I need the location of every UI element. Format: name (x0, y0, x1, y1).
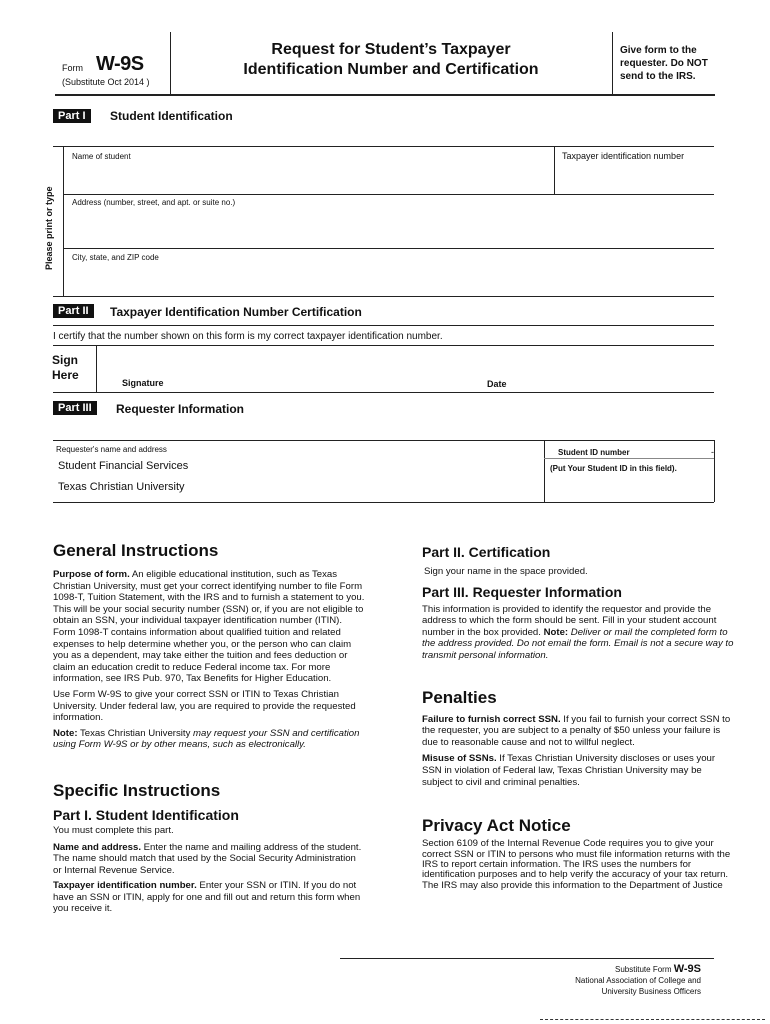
right-instructions (422, 544, 734, 891)
part2-label: Part II (53, 304, 94, 318)
specific-instructions-heading: Specific Instructions (53, 780, 221, 800)
footer-org-line2: University Business Officers (601, 987, 701, 996)
form-title (170, 40, 612, 80)
city-label: City, state, and ZIP code (72, 253, 159, 262)
footer-form-number: W-9S (673, 963, 701, 975)
part3-note-lead: Note: (543, 626, 569, 638)
signature-label: Signature (122, 378, 164, 388)
penalties-heading: Penalties (422, 687, 497, 707)
purpose-text: An eligible educational institution, such as Texas Christian University, must get your correct identifying number to file Form 1098-T, Tuition Statement, with the IRS and to furnish a statement to you. This will be your social security number (SSN) or, if you are not eligible to obtain an SSN, your individual taxpayer identification number (ITIN). Form 1098-T contains information about qualified tuition and related expenses to help determine whether you, or the person who can claim you as a dependent, may take either the tuition and fees deduction or claim an education credit to reduce Federal income tax. For more information, see IRS Pub. 970, Tax Benefits for Higher Education. (53, 569, 365, 685)
misuse-text: If Texas Christian University discloses or uses your SSN in violation of Federal law, Texas Christian University may be subject to civil and criminal penalties. (422, 753, 716, 788)
part3-label: Part III (53, 401, 97, 415)
student-name-input[interactable] (72, 166, 552, 190)
tin-paragraph (53, 880, 365, 915)
name-address-lead: Name and address. (53, 841, 141, 853)
requester-label: Requester's name and address (56, 445, 167, 454)
form-number: W-9S (96, 53, 144, 75)
part2-title: Taxpayer Identification Number Certification (110, 305, 362, 319)
footer-block (470, 964, 701, 997)
privacy-text: Section 6109 of the Internal Revenue Code requires you to give your correct SSN or ITIN to persons who must file information returns with the IRS to report certain information. The IRS uses the numbers for identification purposes and to help verify the accuracy of your tax return. The IRS may also provide this information to the Department of Justice (422, 838, 731, 891)
note-plain: Texas Christian University (77, 727, 194, 739)
address-input[interactable] (72, 214, 706, 240)
misuse-paragraph (422, 753, 734, 788)
part3-instructions-paragraph (422, 604, 734, 662)
tin-lead: Taxpayer identification number. (53, 880, 197, 892)
sign-here-label (52, 353, 79, 383)
student-id-hint: (Put Your Student ID in this field). (550, 464, 677, 473)
give-form-note (620, 44, 708, 83)
note-lead: Note: (53, 727, 78, 739)
tin-label: Taxpayer identification number (562, 151, 685, 161)
requester-line2: Texas Christian University (58, 481, 185, 493)
footer-substitute-prefix: Substitute Form (615, 965, 672, 974)
part1-instructions-text: You must complete this part. (53, 824, 174, 836)
tin-text: Enter your SSN or ITIN. If you do not have an SSN or ITIN, apply for one and fill out and return this form when you receive it. (53, 880, 361, 915)
part3-instructions-heading: Part III. Requester Information (422, 583, 622, 600)
purpose-paragraph (53, 569, 365, 685)
give-form-line2: requester. Do NOT (620, 58, 708, 69)
footer-org-line1: National Association of College and (575, 976, 701, 985)
purpose-lead: Purpose of form. (53, 569, 130, 580)
footer-form-line (470, 964, 701, 975)
part1-label: Part I (53, 109, 91, 123)
city-input[interactable] (72, 268, 706, 294)
signature-field[interactable] (100, 350, 710, 376)
part2-instructions-text: Sign your name in the space provided. (424, 566, 588, 577)
use-form-paragraph: Use Form W-9S to give your correct SSN or ITIN to Texas Christian University. Under federal law, you are required to provide the requested information. (53, 688, 356, 724)
failure-paragraph (422, 714, 734, 749)
name-address-paragraph (53, 842, 365, 877)
tin-input[interactable] (562, 166, 714, 190)
part3-note-italic: Deliver or mail the completed form to the address provided. Do not email the form. Email is not a secure way to transmit personal information. (422, 626, 734, 661)
student-name-label: Name of student (72, 152, 131, 161)
cut-line (540, 1019, 765, 1020)
failure-text: If you fail to furnish your correct SSN to the requester, you are subject to a penalty of $50 unless your failure is due to reasonable cause and not to willful neglect. (422, 713, 731, 748)
certify-text: I certify that the number shown on this form is my correct taxpayer identification number. (53, 331, 443, 342)
date-label: Date (487, 379, 507, 389)
note-italic: may request your SSN and certification using Form W-9S or by other means, such as electronically. (53, 727, 360, 751)
misuse-lead: Misuse of SSNs. (422, 753, 497, 765)
give-form-line3: send to the IRS. (620, 71, 696, 82)
part1-title: Student Identification (110, 109, 233, 123)
address-label: Address (number, street, and apt. or suite no.) (72, 198, 236, 207)
give-form-line1: Give form to the (620, 45, 697, 56)
form-revision: (Substitute Oct 2014 ) (62, 77, 150, 87)
form-title-line2: Identification Number and Certification (243, 61, 539, 78)
part1-instructions-heading: Part I. Student Identification (53, 806, 239, 823)
here-word: Here (52, 368, 79, 382)
sign-word: Sign (52, 353, 78, 367)
privacy-heading: Privacy Act Notice (422, 816, 571, 836)
left-instructions (53, 541, 365, 915)
student-id-input[interactable] (550, 478, 714, 498)
form-title-line1: Request for Student’s Taxpayer (271, 41, 511, 58)
student-id-dash: - (711, 447, 714, 457)
general-instructions-heading: General Instructions (53, 541, 219, 560)
part3-title: Requester Information (116, 402, 245, 416)
part2-instructions-heading: Part II. Certification (422, 544, 551, 560)
failure-lead: Failure to furnish correct SSN. (422, 713, 561, 725)
print-or-type-label: Please print or type (44, 186, 54, 270)
name-address-text: Enter the name and mailing address of the student. The name should match that used by the Social Security Administration or Internal Revenue Service. (53, 841, 362, 876)
form-prefix: Form (62, 63, 83, 73)
note-paragraph (53, 728, 365, 751)
student-id-label: Student ID number (558, 448, 630, 457)
requester-line1: Student Financial Services (58, 460, 189, 472)
part3-instructions-text: This information is provided to identify the requestor and provide the address to which the form should be sent. Fill in your student account number in the box provided. (422, 603, 717, 638)
